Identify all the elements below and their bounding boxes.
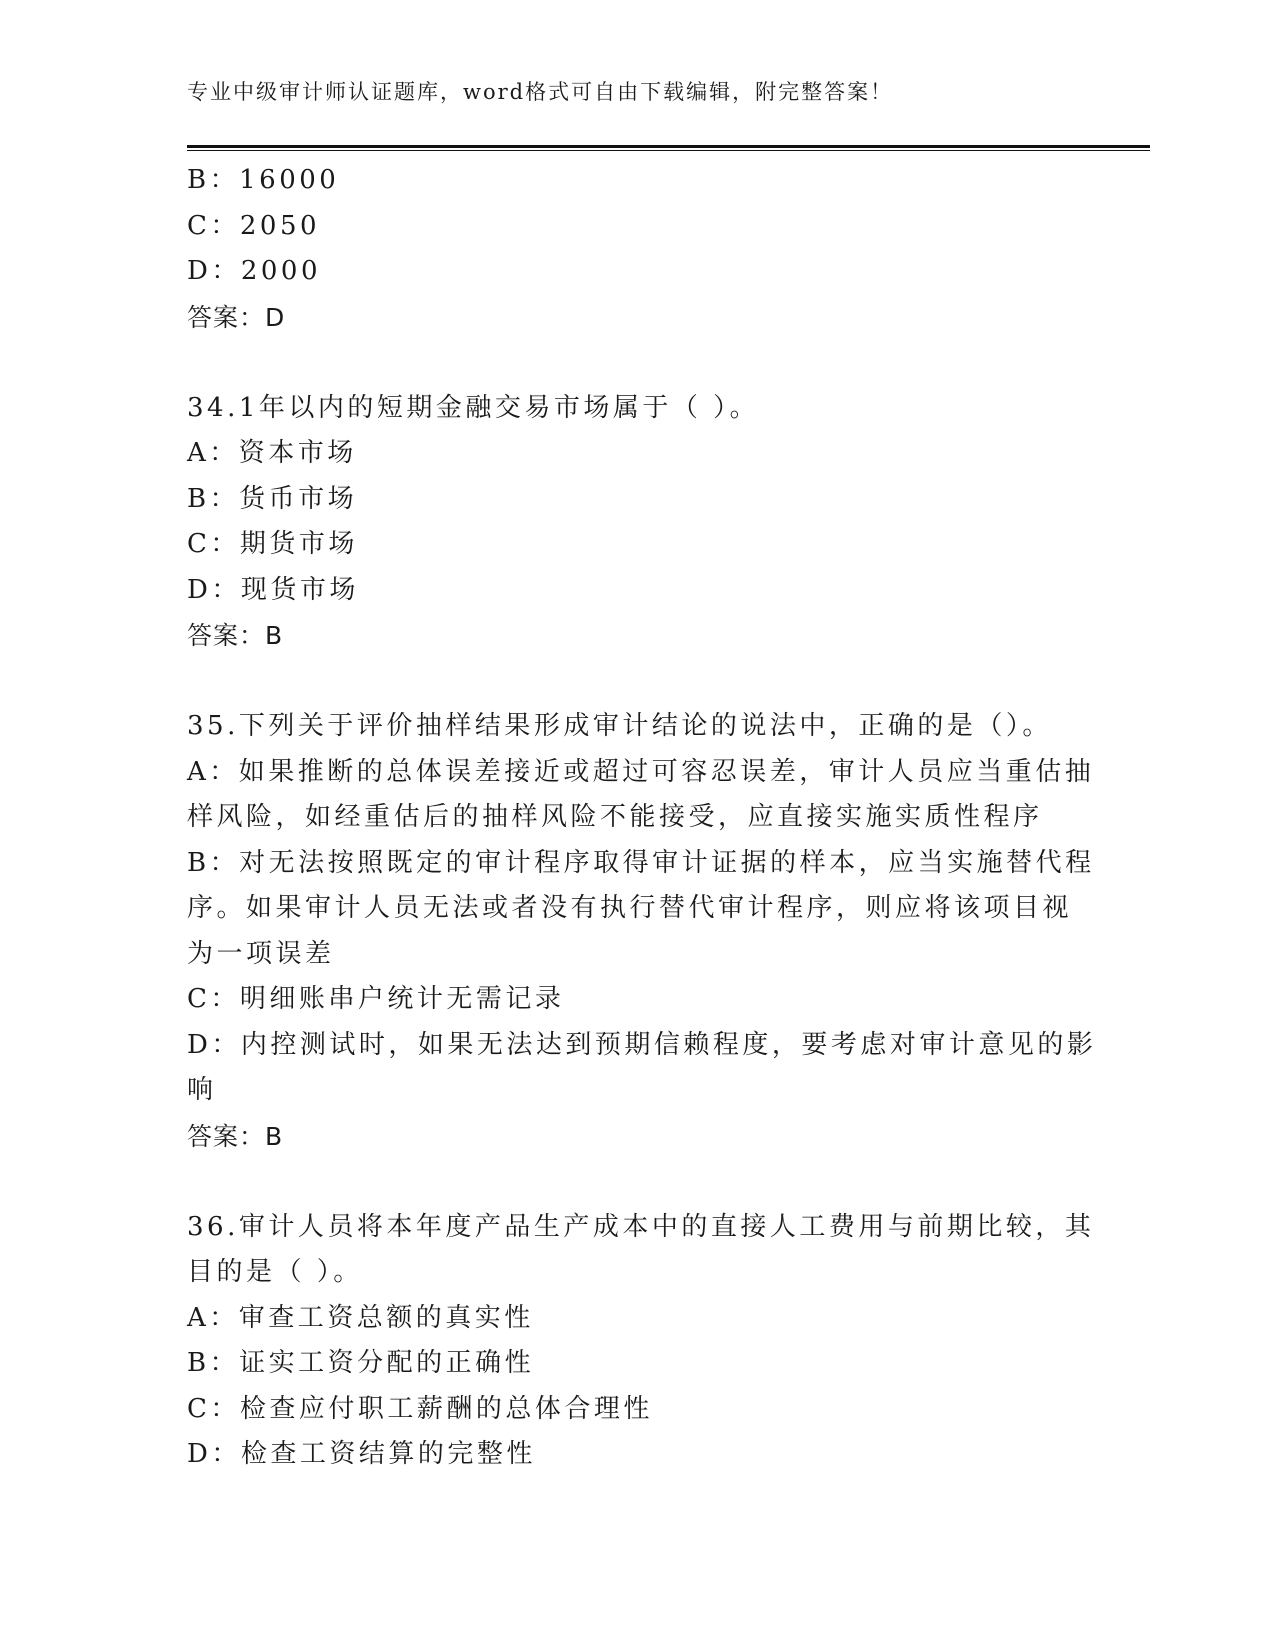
- option-line: 响: [187, 1075, 217, 1105]
- option-line: B：对无法按照既定的审计程序取得审计证据的样本，应当实施替代程: [187, 847, 1095, 878]
- option-line: B：证实工资分配的正确性: [187, 1348, 535, 1378]
- question-stem: 36.审计人员将本年度产品生产成本中的直接人工费用与前期比较，其: [187, 1211, 1095, 1242]
- option-line: C：明细账串户统计无需记录: [187, 984, 565, 1014]
- option-line: D：检查工资结算的完整性: [187, 1439, 536, 1469]
- option-line: 为一项误差: [187, 938, 335, 969]
- option-line: D：2000: [187, 256, 322, 286]
- option-line: D：内控测试时，如果无法达到预期信赖程度，要考虑对审计意见的影: [187, 1029, 1097, 1060]
- page-header: 专业中级审计师认证题库，word格式可自由下载编辑，附完整答案！: [187, 80, 894, 104]
- answer-line: 答案：B: [187, 621, 284, 650]
- option-line: C：检查应付职工薪酬的总体合理性: [187, 1393, 653, 1424]
- question-stem: 目的是（ ）。: [187, 1257, 363, 1287]
- spacer: [187, 340, 1067, 386]
- answer-line: 答案：B: [187, 1121, 284, 1151]
- question-content: [187, 158, 1097, 1478]
- question-35: [187, 704, 1097, 1159]
- option-line: A：如果推断的总体误差接近或超过可容忍误差，审计人员应当重估抽: [187, 756, 1095, 787]
- option-line: 序。如果审计人员无法或者没有执行替代审计程序，则应将该项目视: [187, 893, 1073, 923]
- question-36: [187, 1205, 1095, 1478]
- option-line: A：审查工资总额的真实性: [187, 1302, 534, 1333]
- option-line: C：期货市场: [187, 529, 358, 559]
- option-line: D：现货市场: [187, 574, 359, 605]
- option-line: A：资本市场: [187, 438, 357, 468]
- header-rule-thick: [187, 145, 1150, 148]
- option-line: 样风险，如经重估后的抽样风险不能接受，应直接实施实质性程序: [187, 802, 1043, 832]
- option-line: B：16000: [187, 165, 340, 195]
- spacer: [187, 659, 1067, 705]
- option-line: C：2050: [187, 210, 321, 241]
- question-stem: 34.1年以内的短期金融交易市场属于（ ）。: [187, 392, 760, 423]
- answer-line: 答案：D: [187, 302, 286, 332]
- header-rule-thin: [187, 150, 1150, 151]
- question-33-tail: [187, 158, 1067, 340]
- question-34: [187, 386, 1067, 659]
- question-stem: 35.下列关于评价抽样结果形成审计结论的说法中，正确的是（）。: [187, 711, 1052, 741]
- spacer: [187, 1159, 1067, 1205]
- option-line: B：货币市场: [187, 483, 358, 514]
